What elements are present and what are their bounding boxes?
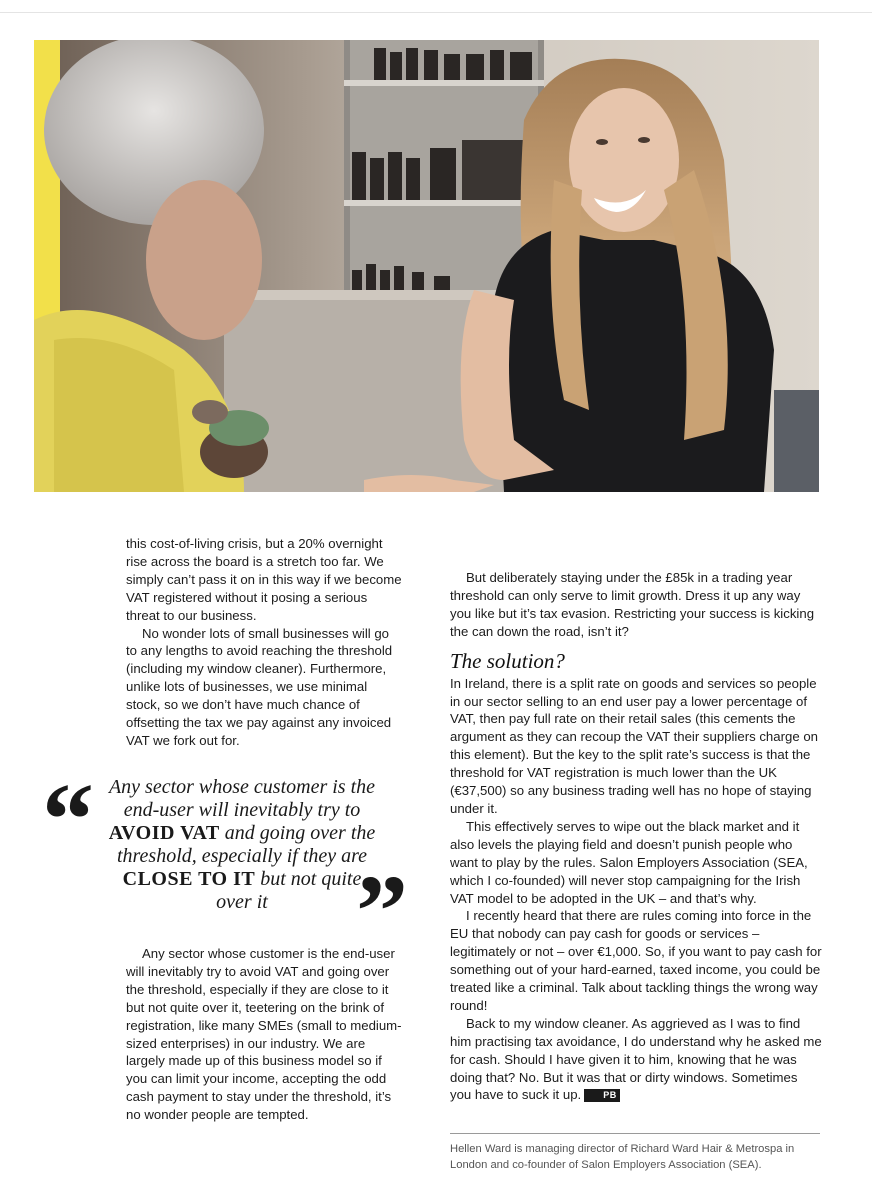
left-column-top: [126, 535, 402, 750]
section-heading: The solution?: [450, 648, 565, 673]
body-paragraph-last: [450, 1015, 822, 1105]
body-text: Back to my window cleaner. As aggrieved as I was to find him practising tax avoidance, I do understand why he asked me for cash. Should I have given it to him, knowing that he was doing that? No. But it was that or dirty windows. Sometimes you have to suck it up.: [450, 1015, 822, 1103]
body-paragraph: This effectively serves to wipe out the black market and it also levels the playing field and doesn’t punish people who want to play by the rules. Salon Employers Association (SEA, which I co-founded) will never stop campaigning for the Irish VAT model to be adopted in the UK – and that’s why.: [450, 818, 808, 906]
pull-quote: [104, 776, 380, 914]
pull-quote-text: but not quite over it: [216, 868, 362, 913]
pull-quote-text: Any sector whose customer is the end-user will inevitably try to: [108, 776, 376, 821]
salon-illustration: [34, 40, 819, 492]
pull-quote-text: and going over the threshold, especially if they are: [116, 822, 376, 867]
body-paragraph: But deliberately staying under the £85k in a trading year threshold can only serve to limit growth. Dress it up any way you like but it’s tax evasion. Restricting your success is kicking the can down the road, isn’t it?: [450, 570, 815, 639]
open-quote-mark: “: [42, 762, 94, 877]
left-column-bottom: [126, 945, 402, 1124]
top-divider: [0, 12, 872, 13]
pull-quote-emphasis: AVOID VAT: [108, 822, 220, 844]
body-paragraph: No wonder lots of small businesses will go to any lengths to avoid reaching the threshold (including my window cleaner). Furthermore, unlike lots of businesses, we use minimal stock, so we don’t have much chance of offsetting the tax we pay against any invoiced VAT we fork out for.: [126, 625, 393, 748]
bio-divider: [450, 1133, 820, 1134]
body-paragraph: In Ireland, there is a split rate on goods and services so people in our sector selling to an end user pay a lower percentage of VAT, then pay full rate on their retail sales (this cements the argument as they can recoup the VAT their suppliers charge on this element). But the key to the split rate’s success is that the threshold for VAT registration is much lower than the UK (€37,500) so any business trading well has no hope of staying under it.: [450, 675, 818, 816]
author-bio: Hellen Ward is managing director of Richard Ward Hair & Metrospa in London and co-founder of Salon Employers Association (SEA).: [450, 1143, 795, 1171]
close-quote-mark: ”: [356, 854, 408, 969]
end-mark-badge: PB: [584, 1089, 620, 1102]
body-paragraph: this cost-of-living crisis, but a 20% overnight rise across the board is a stretch too far. We simply can’t pass it on in this way if we become VAT registered without it posing a serious threat to our business.: [126, 536, 402, 623]
body-paragraph: I recently heard that there are rules coming into force in the EU that nobody can pay cash for goods or services – legitimately or not – over €1,000. So, if you want to pay cash for something out of your hard-earned, taxed income, you could be treated like a criminal. Talk about tackling things the wrong way round!: [450, 908, 822, 1013]
pull-quote-emphasis: CLOSE TO IT: [122, 868, 256, 890]
body-paragraph: Any sector whose customer is the end-user will inevitably try to avoid VAT and going over the threshold, especially if they are close to it but not quite over it, teetering on the brink of registration, like many SMEs (small to medium-sized enterprises) in our industry. We are largely made up of this business model so if you can limit your income, accepting the odd cash payment to stay under the threshold, it’s no wonder people are tempted.: [126, 946, 402, 1123]
right-column: [450, 569, 822, 1104]
article-photo: [34, 40, 819, 492]
